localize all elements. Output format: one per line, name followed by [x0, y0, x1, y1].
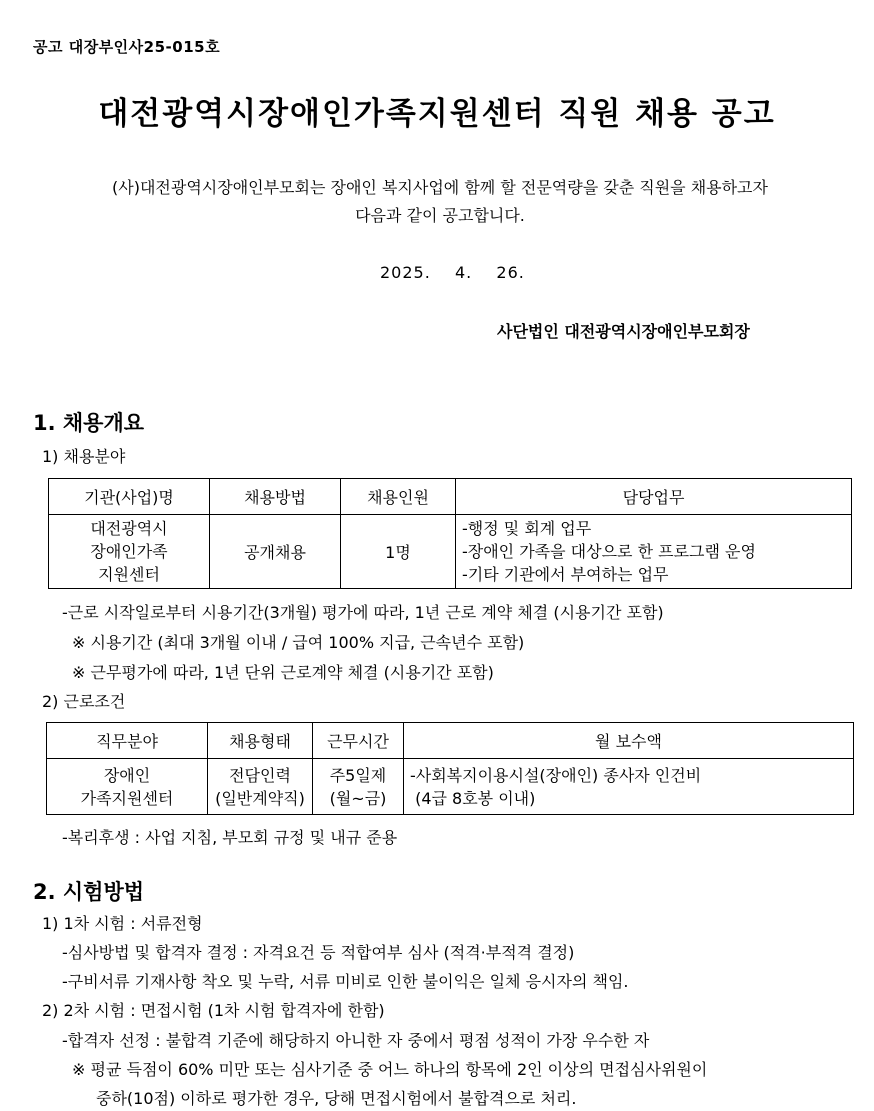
hours-line: 주5일제	[329, 765, 387, 785]
intro-paragraph	[30, 174, 850, 230]
method-cell: 공개채용	[210, 515, 341, 589]
table-header-cell: 기관(사업)명	[49, 479, 210, 515]
evaluation-note: ※ 근무평가에 따라, 1년 단위 근로계약 체결 (시용기간 포함)	[72, 663, 494, 682]
field-line: 가족지원센터	[80, 788, 174, 808]
table-header-cell: 담당업무	[456, 479, 852, 515]
org-line: 장애인가족	[90, 542, 168, 561]
table-header-cell: 직무분야	[47, 723, 208, 759]
section2-heading: 2. 시험방법	[33, 880, 145, 904]
intro-line-2: 다음과 같이 공고합니다.	[355, 206, 525, 225]
org-cell	[49, 515, 210, 589]
field-line: 장애인	[103, 765, 151, 785]
section1-heading: 1. 채용개요	[33, 411, 145, 435]
fail-criteria-line2: 중하(10점) 이하로 평가한 경우, 당해 면접시험에서 불합격으로 처리.	[96, 1089, 577, 1108]
type-cell	[208, 759, 313, 815]
signatory: 사단법인 대전광역시장애인부모회장	[497, 322, 750, 341]
pay-cell	[404, 759, 854, 815]
table-header-cell: 채용방법	[210, 479, 341, 515]
welfare-note: -복리후생 : 사업 지침, 부모회 규정 및 내규 준용	[62, 828, 398, 847]
table-row	[49, 515, 852, 589]
table-header-row	[47, 723, 854, 759]
document-responsibility: -구비서류 기재사항 착오 및 누락, 서류 미비로 인한 불이익은 일체 응시자의 책임.	[62, 972, 629, 991]
fail-criteria-line1: ※ 평균 득점이 60% 미만 또는 심사기준 중 어느 하나의 항목에 2인 이상의 면접심사위원이	[72, 1060, 708, 1079]
table-header-cell: 근무시간	[313, 723, 404, 759]
section1-sub2: 2) 근로조건	[42, 692, 126, 711]
hours-line: (월~금)	[329, 788, 387, 808]
count-cell: 1명	[341, 515, 456, 589]
table-header-cell: 채용인원	[341, 479, 456, 515]
type-line: 전담인력	[229, 765, 291, 785]
notice-date: 2025. 4. 26.	[380, 263, 525, 282]
section1-sub1: 1) 채용분야	[42, 447, 126, 466]
duty-line: -장애인 가족을 대상으로 한 프로그램 운영	[462, 542, 756, 561]
hours-cell	[313, 759, 404, 815]
duty-line: -기타 기관에서 부여하는 업무	[462, 565, 669, 584]
notice-number: 공고 대장부인사25-015호	[33, 38, 221, 56]
duty-line: -행정 및 회계 업무	[462, 519, 592, 538]
duties-cell	[456, 515, 852, 589]
org-line: 대전광역시	[90, 519, 168, 538]
table-header-cell: 채용형태	[208, 723, 313, 759]
pay-line: -사회복지이용시설(장애인) 종사자 인건비	[410, 765, 702, 785]
table-header-row	[49, 479, 852, 515]
pay-line: (4급 8호봉 이내)	[410, 788, 536, 808]
page-title: 대전광역시장애인가족지원센터 직원 채용 공고	[98, 96, 776, 132]
screening-method: -심사방법 및 합격자 결정 : 자격요건 등 적합여부 심사 (적격·부적격 결정)	[62, 943, 575, 962]
field-cell	[47, 759, 208, 815]
table-row	[47, 759, 854, 815]
exam-step2: 2) 2차 시험 : 면접시험 (1차 시험 합격자에 한함)	[42, 1001, 385, 1020]
type-line: (일반계약직)	[215, 788, 305, 808]
exam-step1: 1) 1차 시험 : 서류전형	[42, 914, 203, 933]
table-header-cell: 월 보수액	[404, 723, 854, 759]
conditions-table	[46, 722, 854, 815]
intro-line-1: (사)대전광역시장애인부모회는 장애인 복지사업에 함께 할 전문역량을 갖춘 직원을 채용하고자	[112, 178, 768, 197]
recruitment-table	[48, 478, 852, 589]
pass-criteria: -합격자 선정 : 불합격 기준에 해당하지 아니한 자 중에서 평점 성적이 가장 우수한 자	[62, 1031, 650, 1050]
contract-note: -근로 시작일로부터 시용기간(3개월) 평가에 따라, 1년 근로 계약 체결 (시용기간 포함)	[62, 603, 664, 622]
probation-note: ※ 시용기간 (최대 3개월 이내 / 급여 100% 지급, 근속년수 포함)	[72, 633, 525, 652]
org-line: 지원센터	[98, 565, 160, 584]
